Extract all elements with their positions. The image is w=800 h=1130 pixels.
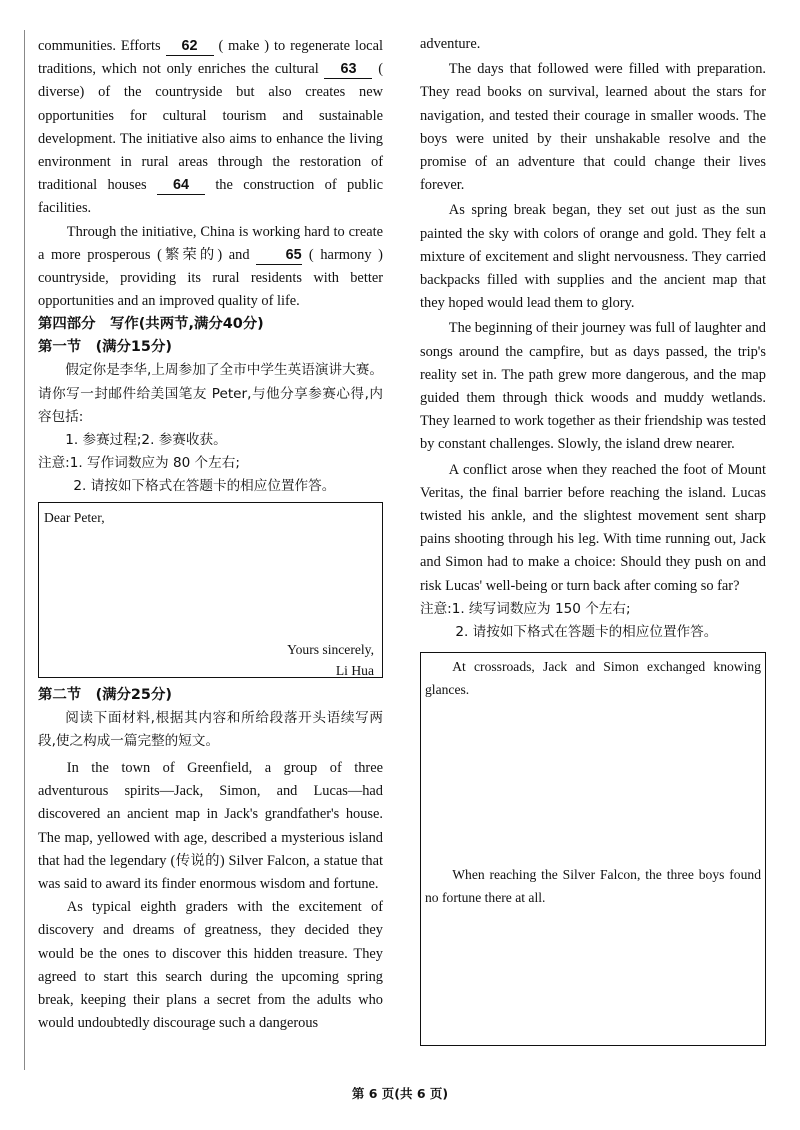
story-paragraph-2: As typical eighth graders with the excitement of discovery and dreams of greatness, they decided they would be the ones to discover this hidden treasure. They agreed to start this search during the upcoming spring break, keeping their plans a secret from the adults who would undoubtedly discourage such a dangerous: [38, 899, 383, 1032]
section2-heading: 第二节 (满分25分): [38, 686, 172, 703]
binding-line: [24, 30, 25, 1070]
cloze-paragraph-2: Through the initiative, China is working hard to create a more prosperous (繁荣的) and 65 ( harmony ) countryside, providing its rural residents with better opportunities and an improved quality of life.: [38, 223, 383, 310]
story-continuation: adventure.: [420, 36, 481, 52]
blank-65: 65: [256, 246, 302, 265]
section1-points: 1. 参赛过程;2. 参赛收获。: [65, 432, 227, 449]
letter-greeting: Dear Peter,: [44, 509, 105, 525]
story-paragraph-3: The days that followed were filled with preparation. They read books on survival, learned about the stars for navigation, and tested their courage in smaller woods. The boys were united by their unshakable resolve and the promise of an adventure that could change their lives forever.: [420, 61, 766, 194]
right-column: [420, 0, 766, 1046]
story-paragraph-1: In the town of Greenfield, a group of three adventurous spirits—Jack, Simon, and Lucas—had discovered an ancient map in Jack's grandfather's house. The map, yellowed with age, described a mysterious island that had the legendary (传说的) Silver Falcon, a statue that was said to award its finder enormous wisdom and fortune.: [38, 760, 383, 893]
letter-closing: Yours sincerely,: [287, 641, 374, 657]
box-paragraph-2-opening: When reaching the Silver Falcon, the three boys found no fortune there at all.: [425, 867, 761, 906]
blank-62: 62: [166, 37, 214, 56]
section2-prompt: 阅读下面材料,根据其内容和所给段落开头语续写两段,使之构成一篇完整的短文。: [38, 709, 383, 749]
section1-note1: 注意:1. 写作词数应为 80 个左右;: [38, 455, 240, 472]
box-paragraph-1-opening: At crossroads, Jack and Simon exchanged knowing glances.: [425, 659, 761, 698]
section1-note2: 2. 请按如下格式在答题卡的相应位置作答。: [73, 478, 336, 495]
story-paragraph-5: The beginning of their journey was full of laughter and songs around the campfire, but as days passed, the trip's reality set in. The path grew more dangerous, and the map guided them through thick woods and muddy wetlands. They learned to work together as their friendship was tested by constant challenges. Slowly, the island drew nearer.: [420, 320, 766, 453]
story-paragraph-4: As spring break began, they set out just as the sun painted the sky with colors of orange and gold. They felt a mixture of excitement and slight nervousness. They carried backpacks filled with supplies and the ancient map that they hoped would lead them to glory.: [420, 202, 766, 312]
section1-prompt: 假定你是李华,上周参加了全市中学生英语演讲大赛。请你写一封邮件给美国笔友 Peter,与他分享参赛心得,内容包括:: [38, 362, 383, 425]
blank-64: 64: [157, 176, 205, 195]
section2-note2: 2. 请按如下格式在答题卡的相应位置作答。: [455, 624, 718, 641]
continuation-answer-box: [420, 652, 766, 1046]
story-paragraph-6: A conflict arose when they reached the foot of Mount Veritas, the final barrier before reaching the island. Lucas twisted his ankle, and the slightest movement sent sharp pains shooting through his leg. With time running out, Jack and Simon had to make a choice: Should they push on and risk Lucas' well-being or turn back after coming so far?: [420, 461, 766, 594]
letter-answer-box: [38, 502, 383, 678]
page-footer: 第 6 页(共 6 页): [351, 1086, 449, 1101]
cloze-paragraph-1: communities. Efforts 62 ( make ) to regenerate local traditions, which not only enriches the cultural 63 ( diverse) of the countryside but also creates new opportunities for cultural tourism and sustainable development. The initiative also aims to enhance the living environment in rural areas through the restoration of traditional houses 64 the construction of public facilities.: [38, 38, 383, 217]
left-column: [38, 0, 383, 1036]
part4-heading: 第四部分 写作(共两节,满分40分): [38, 316, 264, 333]
section1-heading: 第一节 (满分15分): [38, 339, 172, 356]
section2-note1: 注意:1. 续写词数应为 150 个左右;: [420, 600, 631, 617]
letter-name: Li Hua: [335, 662, 374, 678]
blank-63: 63: [324, 60, 372, 79]
